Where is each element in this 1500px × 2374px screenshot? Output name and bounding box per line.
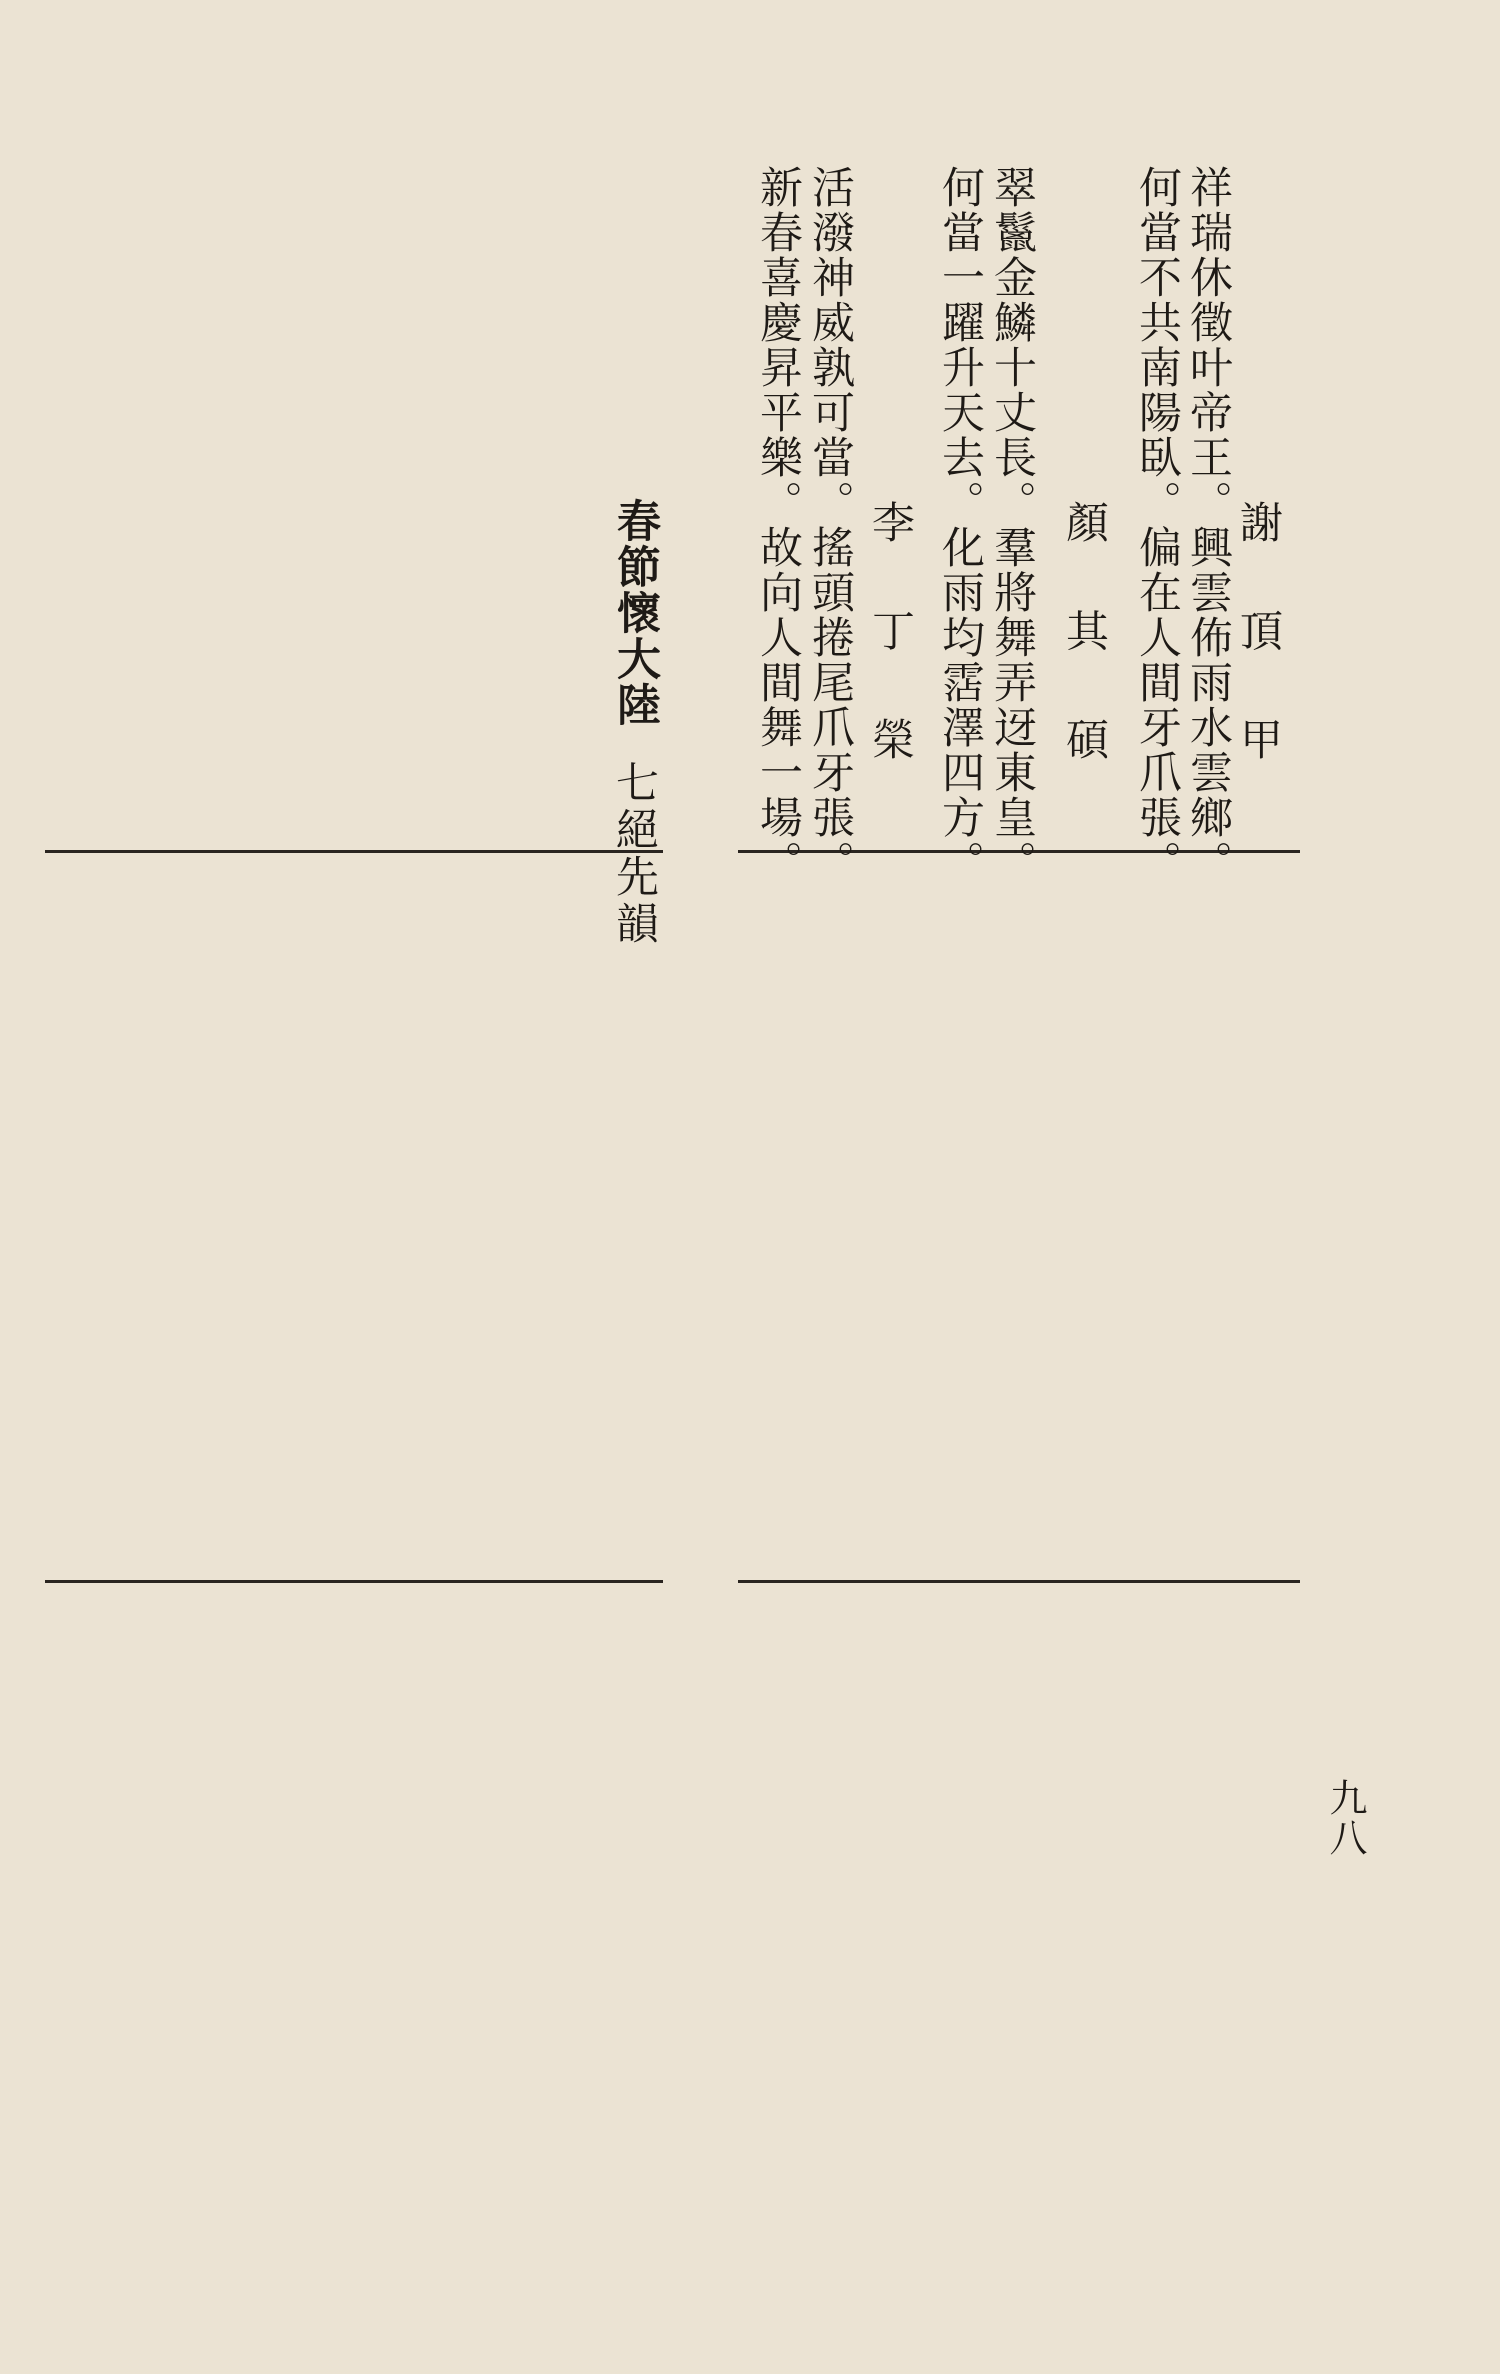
divider-rule [45, 1580, 663, 1583]
divider-rule [45, 850, 663, 853]
author-name: 謝 頂 甲 [1233, 500, 1283, 787]
divider-rule [738, 1580, 1300, 1583]
poem-line: 翠鬣金鱗十丈長。羣將舞弄迓東皇。 [987, 165, 1037, 885]
author-name: 李 丁 榮 [865, 500, 915, 787]
section-heading: 春節懷大陸 [609, 498, 660, 728]
poem-line: 何當一躍升天去。化雨均霑澤四方。 [935, 165, 985, 885]
poem-line: 新春喜慶昇平樂。故向人間舞一場。 [753, 165, 803, 885]
page-number: 九八 [1323, 1778, 1367, 1858]
author-name: 顏 其 碩 [1059, 500, 1109, 787]
poem-line: 祥瑞休徵叶帝王。興雲佈雨水雲鄉。 [1183, 165, 1233, 885]
section-subtitle: 七絕先韻 [609, 760, 659, 948]
poem-line: 何當不共南陽臥。偏在人間牙爪張。 [1132, 165, 1182, 885]
poem-line: 活潑神威孰可當。搖頭捲尾爪牙張。 [805, 165, 855, 885]
